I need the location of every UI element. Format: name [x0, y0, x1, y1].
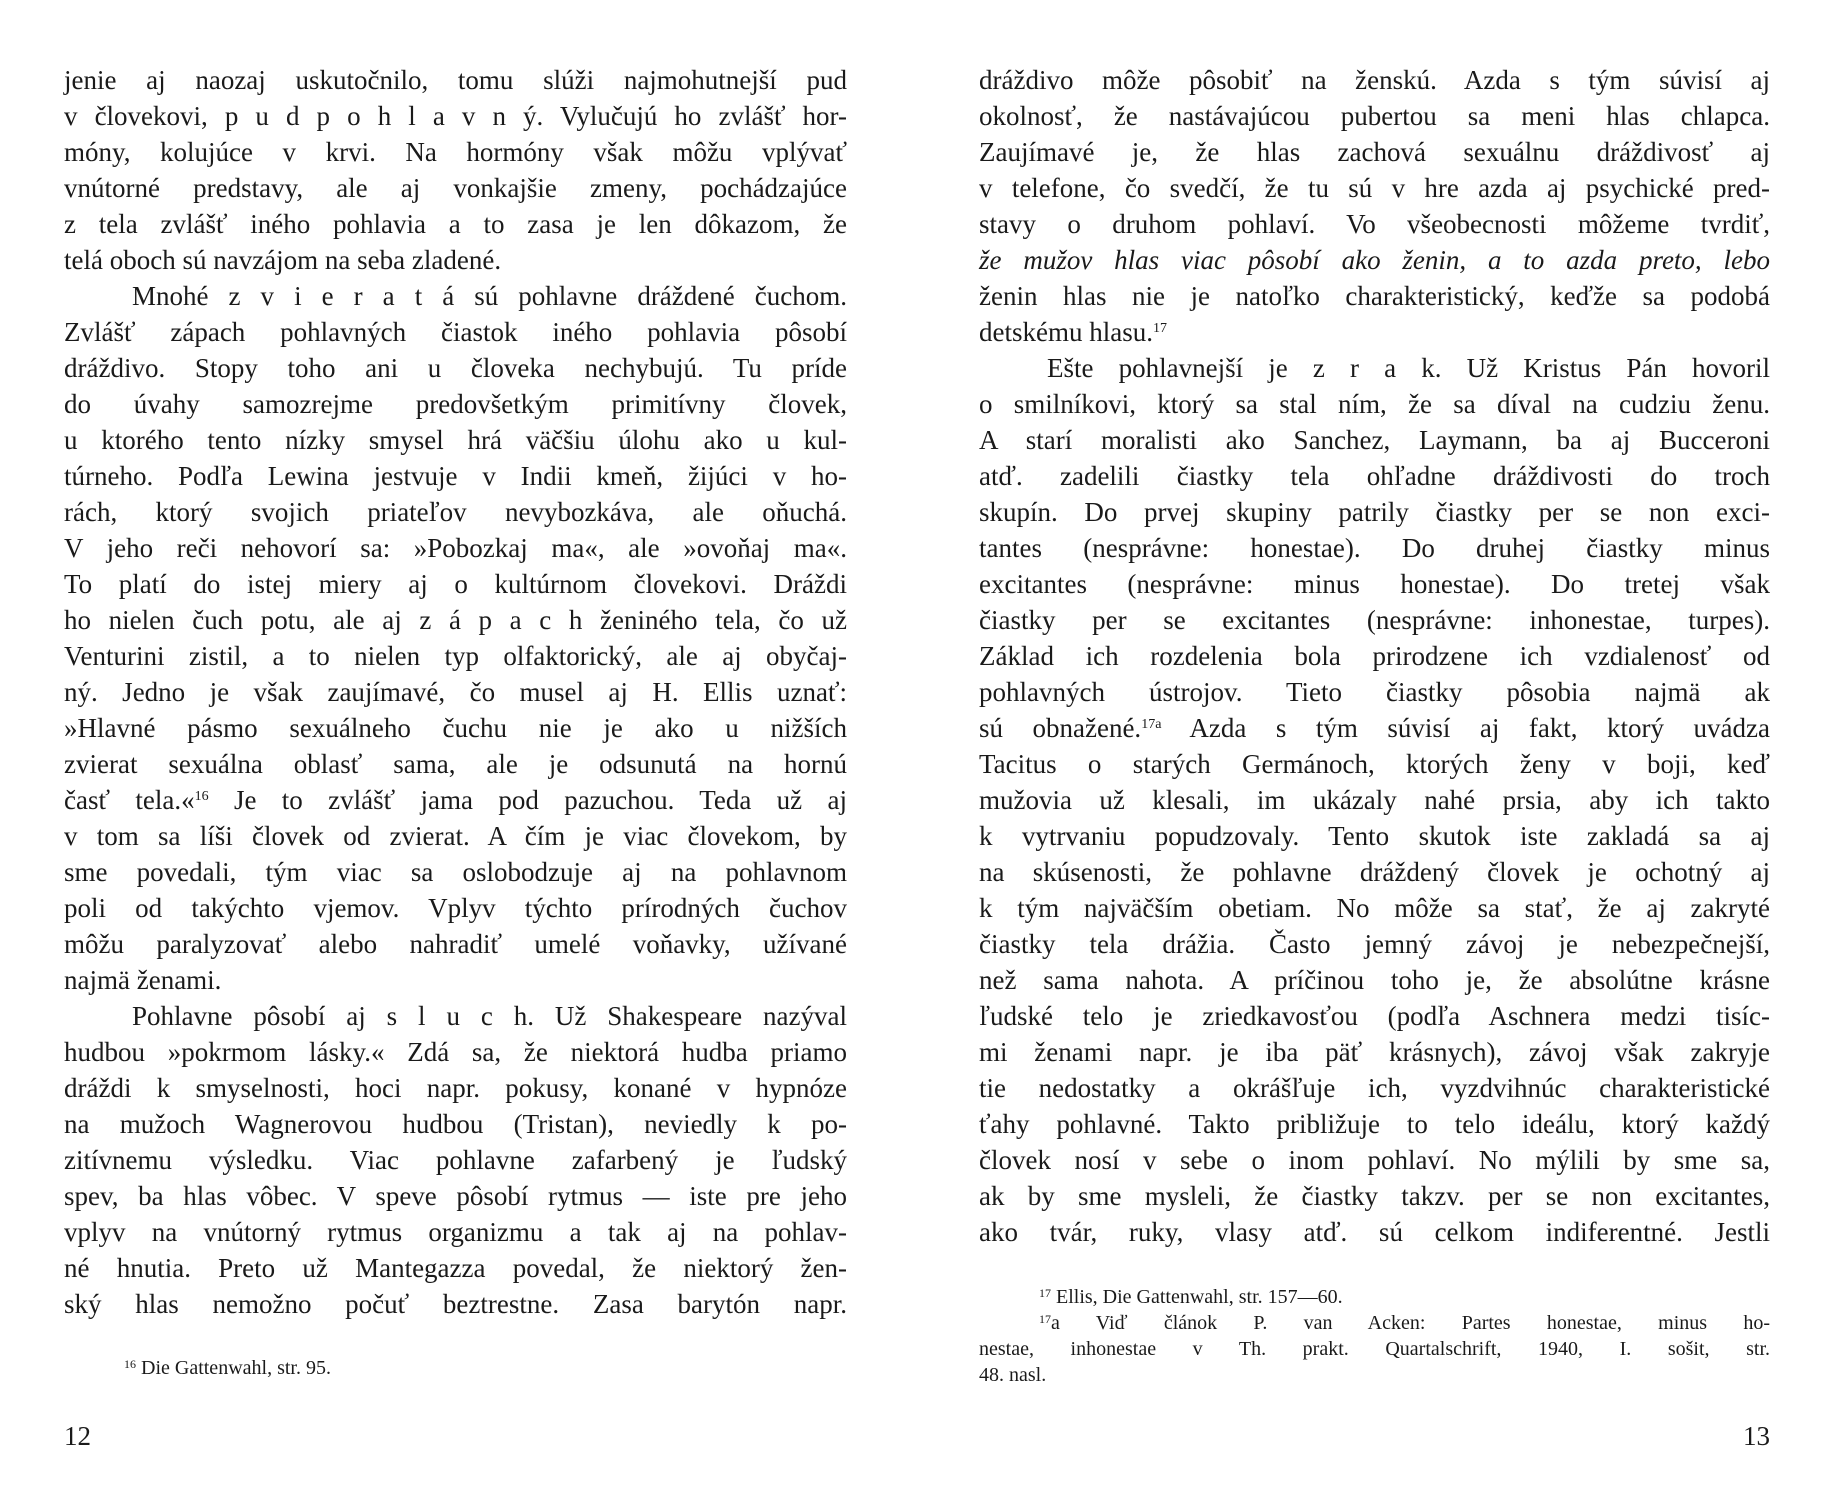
text-line — [979, 350, 1770, 386]
footnote-reference: 16 — [194, 789, 209, 804]
text-segment: tantes (nesprávne: honestae). Do druhej čiastky minus — [979, 533, 1770, 563]
text-segment: telá oboch sú navzájom na seba zladené. — [64, 245, 502, 275]
text-line — [979, 422, 1770, 458]
text-segment: ský hlas nemožno počuť beztrestne. Zasa barytón napr. — [64, 1289, 847, 1319]
text-segment: z tela zvlášť iného pohlavia a to zasa je len dôkazom, že — [64, 209, 847, 239]
footnote-reference: 17 — [1152, 321, 1167, 336]
text-segment: pohlavných ústrojov. Tieto čiastky pôsobia najmä ak — [979, 677, 1770, 707]
text-line — [64, 530, 847, 566]
text-segment: k tým najväčším obetiam. No môže sa stať, že aj zakryté — [979, 893, 1770, 923]
text-line — [979, 746, 1770, 782]
footnotes — [64, 1355, 847, 1381]
text-line — [979, 386, 1770, 422]
text-segment: vplyv na vnútorný rytmus organizmu a tak aj na pohlav- — [64, 1217, 847, 1247]
text-line — [64, 890, 847, 926]
text-segment: mi ženami napr. je iba päť krásnych), závoj však zakryje — [979, 1037, 1770, 1067]
text-line — [979, 206, 1770, 242]
text-line — [979, 1034, 1770, 1070]
text-line — [979, 890, 1770, 926]
footnote-line — [64, 1355, 847, 1381]
text-line — [64, 1178, 847, 1214]
text-segment: ho nielen čuch potu, ale aj z á p a c h ženiného tela, čo už — [64, 605, 847, 635]
footnote-line — [979, 1362, 1770, 1388]
text-line — [979, 1178, 1770, 1214]
text-line — [64, 422, 847, 458]
text-line — [979, 98, 1770, 134]
text-line — [979, 710, 1770, 746]
text-segment: čiastky per se excitantes (nesprávne: inhonestae, turpes). — [979, 605, 1770, 635]
text-segment: Azda s tým súvisí aj fakt, ktorý uvádza — [1161, 713, 1770, 743]
text-segment: skupín. Do prvej skupiny patrily čiastky per se non exci- — [979, 497, 1770, 527]
text-segment: ľudské telo je zriedkavosťou (podľa Aschnera medzi tisíc- — [979, 1001, 1770, 1031]
text-line — [64, 170, 847, 206]
text-segment: dráždi k smyselnosti, hoci napr. pokusy, konané v hypnóze — [64, 1073, 847, 1103]
text-line — [64, 566, 847, 602]
text-segment: dráždivo. Stopy toho ani u človeka nechybujú. Tu príde — [64, 353, 847, 383]
text-segment: Zvlášť zápach pohlavných čiastok iného pohlavia pôsobí — [64, 317, 847, 347]
text-segment: tie nedostatky a okrášľuje ich, vyzdvihnúc charakteristické — [979, 1073, 1770, 1103]
text-line — [979, 962, 1770, 998]
text-line — [64, 926, 847, 962]
footnote-reference: 17a — [1141, 717, 1162, 732]
text-line — [64, 1106, 847, 1142]
text-segment: V jeho reči nehovorí sa: »Pobozkaj ma«, ale »ovoňaj ma«. — [64, 533, 847, 563]
text-segment: ako tvár, ruky, vlasy atď. sú celkom indiferentné. Jestli — [979, 1217, 1770, 1247]
text-segment: Zaujímavé je, že hlas zachová sexuálnu dráždivosť aj — [979, 137, 1770, 167]
text-line — [64, 854, 847, 890]
text-segment: v tom sa líši človek od zvierat. A čím je viac človekom, by — [64, 821, 847, 851]
footnote-reference: 17 — [1039, 1312, 1051, 1326]
text-segment: než sama nahota. A príčinou toho je, že absolútne krásne — [979, 965, 1770, 995]
text-segment: Die Gattenwahl, str. 95. — [136, 1357, 331, 1379]
text-segment: hudbou »pokrmom lásky.« Zdá sa, že niektorá hudba priamo — [64, 1037, 847, 1067]
text-segment: ženin hlas nie je natoľko charakteristický, keďže sa podobá — [979, 281, 1770, 311]
text-segment: v telefone, čo svedčí, že tu sú v hre azda aj psychické pred- — [979, 173, 1770, 203]
text-line — [979, 1214, 1770, 1250]
text-segment: 48. nasl. — [979, 1364, 1047, 1386]
text-line — [979, 674, 1770, 710]
text-line — [64, 602, 847, 638]
text-segment: poli od takýchto vjemov. Vplyv týchto prírodných čuchov — [64, 893, 847, 923]
text-segment: sme povedali, tým viac sa oslobodzuje aj na pohlavnom — [64, 857, 847, 887]
text-segment: na mužoch Wagnerovou hudbou (Tristan), neviedly k po- — [64, 1109, 847, 1139]
footnote-line — [979, 1336, 1770, 1362]
text-line — [979, 1070, 1770, 1106]
text-line — [979, 530, 1770, 566]
text-segment: excitantes (nesprávne: minus honestae). Do tretej však — [979, 569, 1770, 599]
text-line — [64, 278, 847, 314]
text-line — [64, 962, 847, 998]
text-segment: atď. zadelili čiastky tela ohľadne dráždivosti do troch — [979, 461, 1770, 491]
text-segment: o smilníkovi, ktorý sa stal ním, že sa díval na cudziu ženu. — [979, 389, 1770, 419]
footnote-line — [979, 1310, 1770, 1336]
text-line — [64, 674, 847, 710]
footnote-line — [979, 1284, 1770, 1310]
text-line — [64, 314, 847, 350]
text-segment: do úvahy samozrejme predovšetkým primitívny človek, — [64, 389, 847, 419]
left-page — [64, 0, 847, 1500]
text-segment: na skúsenosti, že pohlavne dráždený človek je ochotný aj — [979, 857, 1770, 887]
text-line — [979, 854, 1770, 890]
footnotes — [979, 1284, 1770, 1388]
text-segment: spev, ba hlas vôbec. V speve pôsobí rytmus — iste pre jeho — [64, 1181, 847, 1211]
footnote-reference: 17 — [1039, 1286, 1051, 1300]
text-segment: človek nosí v sebe o inom pohlaví. No mýlili by sme sa, — [979, 1145, 1770, 1175]
text-line — [64, 1034, 847, 1070]
page-number: 12 — [64, 1421, 91, 1451]
text-segment: jenie aj naozaj uskutočnilo, tomu slúži najmohutnejší pud — [64, 65, 847, 95]
text-line — [979, 998, 1770, 1034]
text-segment: nestae, inhonestae v Th. prakt. Quartalschrift, 1940, I. sošit, str. — [979, 1338, 1770, 1360]
text-segment: ak by sme mysleli, že čiastky takzv. per se non excitantes, — [979, 1181, 1770, 1211]
text-segment: Mnohé z v i e r a t á sú pohlavne dráždené čuchom. — [132, 281, 847, 311]
text-segment: najmä ženami. — [64, 965, 222, 995]
text-line — [979, 926, 1770, 962]
text-segment: ný. Jedno je však zaujímavé, čo musel aj H. Ellis uznať: — [64, 677, 847, 707]
text-line — [64, 998, 847, 1034]
text-segment: detskému hlasu. — [979, 317, 1153, 347]
text-line — [979, 818, 1770, 854]
text-line — [64, 710, 847, 746]
text-line — [64, 1070, 847, 1106]
body-text — [979, 62, 1770, 1250]
text-segment: Je to zvlášť jama pod pazuchou. Teda už aj — [208, 785, 848, 815]
text-line — [979, 134, 1770, 170]
text-segment: Ellis, Die Gattenwahl, str. 157—60. — [1051, 1286, 1343, 1308]
text-line — [979, 1106, 1770, 1142]
text-segment: »Hlavné pásmo sexuálneho čuchu nie je ako u nižších — [64, 713, 847, 743]
text-segment: túrneho. Podľa Lewina jestvuje v Indii kmeň, žijúci v ho- — [64, 461, 847, 491]
text-line — [979, 494, 1770, 530]
text-segment: vnútorné predstavy, ale aj vonkajšie zmeny, pochádzajúce — [64, 173, 847, 203]
text-line — [979, 62, 1770, 98]
text-line — [64, 98, 847, 134]
text-line — [64, 62, 847, 98]
text-line — [64, 746, 847, 782]
text-segment: v človekovi, p u d p o h l a v n ý. Vylučujú ho zvlášť hor- — [64, 101, 847, 131]
text-segment: A starí moralisti ako Sanchez, Laymann, ba aj Bucceroni — [979, 425, 1770, 455]
text-segment: zvierat sexuálna oblasť sama, ale je odsunutá na hornú — [64, 749, 847, 779]
text-segment: Základ ich rozdelenia bola prirodzene ich vzdialenosť od — [979, 641, 1770, 671]
text-segment: mužovia už klesali, im ukázaly nahé prsia, aby ich takto — [979, 785, 1770, 815]
text-line — [64, 134, 847, 170]
text-segment: u ktorého tento nízky smysel hrá väčšiu úlohu ako u kul- — [64, 425, 847, 455]
text-line — [64, 458, 847, 494]
text-segment: móny, kolujúce v krvi. Na hormóny však môžu vplývať — [64, 137, 847, 167]
text-segment: Pohlavne pôsobí aj s l u c h. Už Shakespeare nazýval — [132, 1001, 847, 1031]
text-line — [64, 242, 847, 278]
text-line — [64, 782, 847, 818]
text-segment: rách, ktorý svojich priateľov nevybozkáva, ale oňuchá. — [64, 497, 847, 527]
text-line — [979, 566, 1770, 602]
text-segment: dráždivo môže pôsobiť na ženskú. Azda s tým súvisí aj — [979, 65, 1770, 95]
text-segment: Venturini zistil, a to nielen typ olfaktorický, ale aj obyčaj- — [64, 641, 847, 671]
text-line — [979, 314, 1770, 350]
text-segment: stavy o druhom pohlaví. Vo všeobecnosti môžeme tvrdiť, — [979, 209, 1770, 239]
text-segment: okolnosť, že nastávajúcou pubertou sa meni hlas chlapca. — [979, 101, 1770, 131]
text-segment: sú obnažené. — [979, 713, 1142, 743]
text-line — [64, 818, 847, 854]
text-line — [64, 638, 847, 674]
text-line — [979, 638, 1770, 674]
text-line — [64, 1214, 847, 1250]
text-segment: že mužov hlas viac pôsobí ako ženin, a to azda preto, lebo — [979, 245, 1770, 275]
text-segment: ťahy pohlavné. Takto približuje to telo ideálu, ktorý každý — [979, 1109, 1770, 1139]
text-segment: Ešte pohlavnejší je z r a k. Už Kristus Pán hovoril — [1047, 353, 1770, 383]
text-line — [64, 350, 847, 386]
text-segment: né hnutia. Preto už Mantegazza povedal, že niektorý žen- — [64, 1253, 847, 1283]
text-line — [979, 602, 1770, 638]
text-segment: Tacitus o starých Germánoch, ktorých ženy v boji, keď — [979, 749, 1770, 779]
right-page — [979, 0, 1770, 1500]
body-text — [64, 62, 847, 1322]
text-line — [979, 278, 1770, 314]
text-line — [64, 494, 847, 530]
text-segment: a Viď článok P. van Acken: Partes honestae, minus ho- — [1051, 1312, 1770, 1334]
footnote-reference: 16 — [124, 1357, 136, 1371]
text-line — [64, 206, 847, 242]
text-line — [979, 782, 1770, 818]
text-segment: k vytrvaniu popudzovaly. Tento skutok iste zakladá sa aj — [979, 821, 1770, 851]
text-segment: zitívnemu výsledku. Viac pohlavne zafarbený je ľudský — [64, 1145, 847, 1175]
text-line — [979, 1142, 1770, 1178]
page-number: 13 — [1743, 1421, 1770, 1451]
text-line — [64, 1250, 847, 1286]
text-segment: To platí do istej miery aj o kultúrnom človekovi. Dráždi — [64, 569, 847, 599]
text-segment: môžu paralyzovať alebo nahradiť umelé voňavky, užívané — [64, 929, 847, 959]
text-line — [64, 1142, 847, 1178]
text-line — [979, 170, 1770, 206]
text-line — [64, 386, 847, 422]
text-line — [979, 242, 1770, 278]
text-segment: časť tela.« — [64, 785, 195, 815]
text-segment: čiastky tela drážia. Často jemný závoj je nebezpečnejší, — [979, 929, 1770, 959]
text-line — [64, 1286, 847, 1322]
text-line — [979, 458, 1770, 494]
